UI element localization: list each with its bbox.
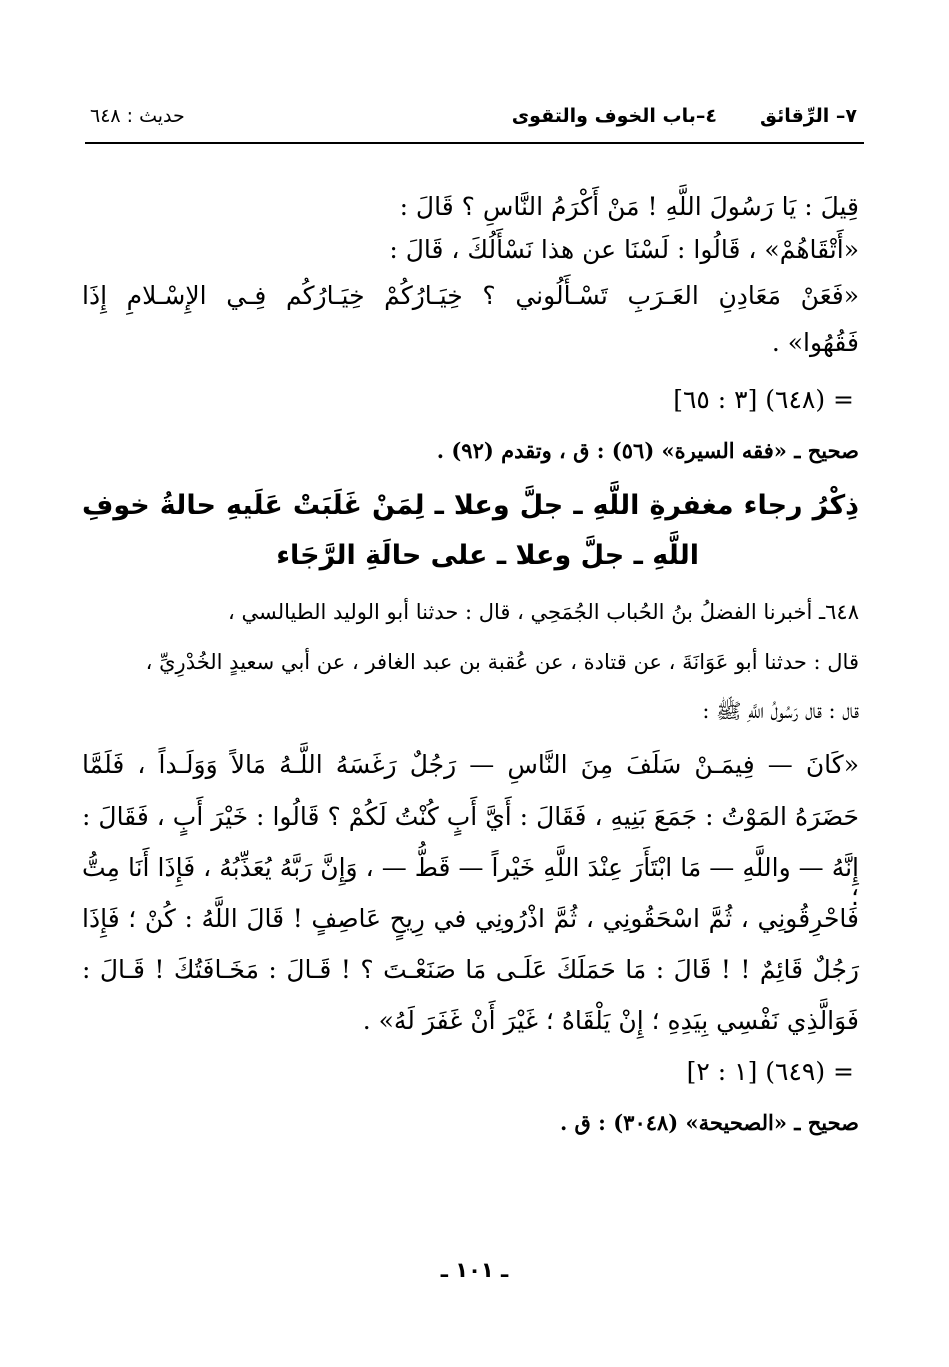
isnad-line: قال : حدثنا أبو عَوَانَةَ ، عن قتادة ، عن عُقبة بن عبد الغافر ، عن أبي سعيدٍ الخُدْرِيِّ ، — [145, 650, 859, 674]
text-line: «أَتْقَاهُمْ» ، قَالُوا : لَسْنَا عن هذا نَسْأَلُكَ ، قَالَ : — [389, 235, 859, 264]
hadith-text-line: إِنَّهُ — واللَّهِ — مَا ابْتَأَرَ عِنْدَ اللَّهِ خَيْراً — قَطُّ — ، وَإِنَّ رَبَّهُ يُعَذِّبُهُ ، فَإِذَا أَنَا مِتُّ ؛ — [82, 853, 859, 911]
grading-note: صحيح ـ «الصحيحة» (٣٠٤٨) : ق . — [559, 1110, 859, 1135]
text-line: فَقُهُوا» . — [771, 328, 859, 357]
hadith-text-line: حَضَرَهُ المَوْتُ : جَمَعَ بَنِيهِ ، فَقَالَ : أَيَّ أَبٍ كُنْتُ لَكُمْ ؟ قَالُوا : خَيْرَ أَبٍ ، فَقَالَ : — [82, 802, 859, 831]
header-hadith-number: حديث : ٦٤٨ — [90, 105, 185, 127]
hadith-text-line: رَجُلٌ قَائِمٌ ! ! قَالَ : مَا حَمَلَكَ عَلَـى مَا صَنَعْـتَ ؟ ! قَـالَ : مَخَـافَتُكَ ! قَـالَ : — [82, 955, 859, 984]
grading-reference: = (٦٤٩) [١ : ٢] — [686, 1057, 854, 1086]
section-heading-continued: اللَّهِ ـ جلَّ وعلا ـ على حالَةِ الرَّجَاء — [276, 540, 699, 571]
header-book-title: ٧– الرِّقائق — [759, 105, 857, 127]
hadith-text-line: فَوَالَّذِي نَفْسِي بِيَدِهِ ؛ إِنْ يَلْقَاهُ ؛ غَيْرَ أَنْ غَفَرَ لَهُ» . — [362, 1006, 859, 1035]
running-header — [90, 105, 857, 141]
hadith-text-line: «كَانَ — فِيمَـنْ سَلَفَ مِنَ النَّاسِ — رَجُلٌ رَغَسَهُ اللَّـهُ مَالاً وَوَلَـداً ، فَلَمَّا — [82, 750, 859, 779]
text-line: «فَعَنْ مَعَادِنِ العَـرَبِ تَسْـأَلُوني ؟ خِيَـارُكُمْ خِيَـارُكُم فِـي الإِسْـلامِ إِذَا — [82, 281, 859, 310]
header-divider — [85, 142, 864, 144]
grading-reference: = (٦٤٨) [٣ : ٦٥] — [673, 385, 854, 414]
isnad-line: ٦٤٨ـ أخبرنا الفضلُ بنُ الحُباب الجُمَحِي ، قال : حدثنا أبو الوليد الطيالسي ، — [228, 600, 859, 624]
page-number: ـ ١٠١ ـ — [440, 1258, 509, 1282]
grading-note: صحيح ـ «فقه السيرة» (٥٦) : ق ، وتقدم (٩٢) . — [436, 438, 859, 463]
text-line: قِيلَ : يَا رَسُولَ اللَّهِ ! مَنْ أَكْرَمُ النَّاسِ ؟ قَالَ : — [399, 192, 859, 221]
hadith-text-line: فَاحْرِقُونِي ، ثُمَّ اسْحَقُونِي ، ثُمَّ اذْرُونِي في رِيحٍ عَاصِفٍ ! قَالَ اللَّهُ : كُنْ ؛ فَإِذَا — [82, 904, 859, 933]
isnad-line: قال : قال رَسُولُ اللَّهِ ﷺ : — [702, 699, 859, 723]
section-heading: ذِكْرُ رجاء مغفرةِ اللَّهِ ـ جلَّ وعلا ـ لِمَنْ غَلَبَتْ عَلَيهِ حالةُ خوفِ — [82, 490, 859, 521]
header-chapter-title: ٤–باب الخوف والتقوى — [511, 105, 717, 127]
